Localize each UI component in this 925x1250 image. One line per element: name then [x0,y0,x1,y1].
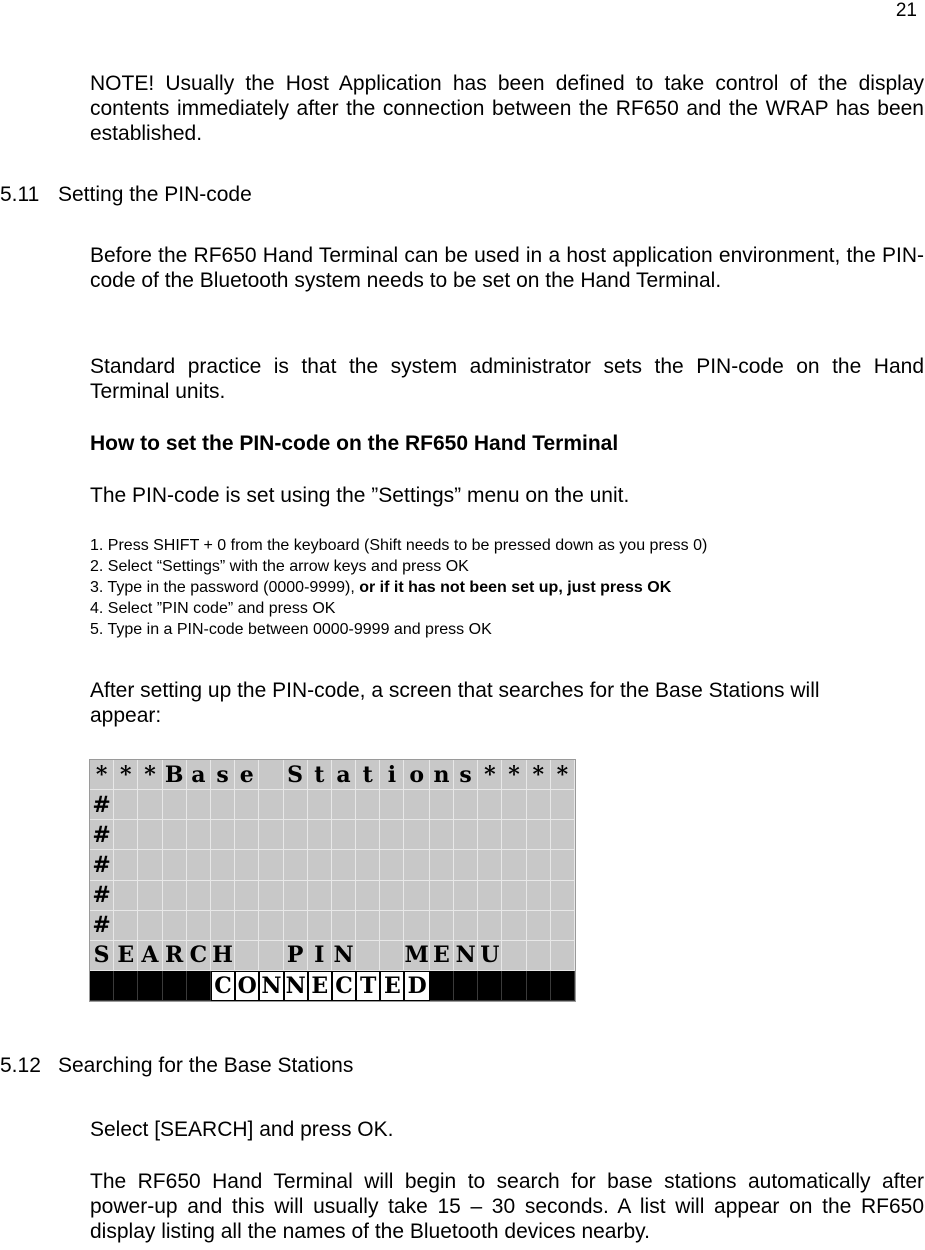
lcd-char-cell [551,790,575,820]
lcd-char-cell [356,911,380,941]
lcd-char-cell [430,850,454,880]
lcd-char-cell [478,911,502,941]
lcd-char-cell [163,820,187,850]
lcd-status-cell: D [404,971,429,1001]
lcd-char-cell: S [90,941,114,971]
lcd-char-cell [284,881,308,911]
lcd-char-cell: E [430,941,454,971]
lcd-char-cell: # [90,850,114,880]
lcd-char-cell [430,911,454,941]
lcd-char-cell: e [235,760,259,790]
lcd-char-cell: t [308,760,332,790]
lcd-status-cell [114,971,138,1001]
lcd-char-cell [454,820,478,850]
lcd-char-cell [187,850,211,880]
lcd-status-cell: N [284,971,308,1001]
lcd-char-cell [404,881,429,911]
lcd-char-cell [163,911,187,941]
lcd-char-cell [404,911,429,941]
lcd-status-cell [163,971,187,1001]
lcd-status-cell: C [332,971,356,1001]
lcd-char-cell [284,911,308,941]
lcd-char-cell [527,850,551,880]
step-5: 5. Type in a PIN-code between 0000-9999 and press OK [90,621,492,638]
search-description-paragraph: The RF650 Hand Terminal will begin to search for base stations automatically after power-up and this will usually take 15 – 30 seconds. A list will appear on the RF650 display listing all the names of the Bluetooth devices nearby. [90,1170,924,1243]
lcd-status-cell [527,971,551,1001]
lcd-char-cell: E [114,941,138,971]
after-setup-paragraph: After setting up the PIN-code, a screen that searches for the Base Stations will appear: [90,679,820,727]
lcd-char-cell [454,850,478,880]
settings-paragraph: The PIN-code is set using the ”Settings” menu on the unit. [90,484,630,507]
lcd-char-cell: S [284,760,308,790]
lcd-char-cell: C [187,941,211,971]
step-2: 2. Select “Settings” with the arrow keys and press OK [90,558,469,575]
lcd-char-cell [380,790,404,820]
lcd-char-cell [527,820,551,850]
lcd-char-cell [308,881,332,911]
lcd-status-cell [502,971,526,1001]
lcd-char-cell [478,790,502,820]
lcd-char-cell [211,850,235,880]
lcd-char-cell [211,820,235,850]
lcd-char-cell [114,850,138,880]
lcd-char-cell: * [90,760,114,790]
lcd-char-cell [551,850,575,880]
lcd-char-cell: P [284,941,308,971]
lcd-char-cell [478,850,502,880]
lcd-char-cell [211,790,235,820]
lcd-status-cell [551,971,575,1001]
lcd-char-cell [502,881,526,911]
section-title: Setting the PIN-code [58,183,252,206]
lcd-status-cell: N [259,971,283,1001]
lcd-char-cell [356,850,380,880]
lcd-char-cell [356,820,380,850]
lcd-char-cell [138,911,162,941]
lcd-char-cell [138,790,162,820]
lcd-char-cell [235,820,259,850]
lcd-char-cell: # [90,820,114,850]
lcd-char-cell [380,820,404,850]
lcd-char-cell: # [90,881,114,911]
lcd-char-cell [114,881,138,911]
lcd-char-cell [259,881,283,911]
lcd-char-cell: * [527,760,551,790]
lcd-char-cell: B [163,760,187,790]
lcd-char-cell: o [404,760,429,790]
lcd-char-cell: a [332,760,356,790]
steps-list [90,535,707,640]
lcd-char-cell: # [90,911,114,941]
lcd-char-cell [259,941,283,971]
lcd-char-cell [235,911,259,941]
lcd-char-cell [380,941,404,971]
lcd-char-cell [114,911,138,941]
lcd-char-cell: * [138,760,162,790]
step-1: 1. Press SHIFT + 0 from the keyboard (Shift needs to be pressed down as you press 0) [90,537,708,554]
lcd-char-cell [332,911,356,941]
lcd-char-cell [502,850,526,880]
lcd-char-cell [478,881,502,911]
admin-paragraph: Standard practice is that the system administrator sets the PIN-code on the Hand Terminal units. [90,355,924,403]
lcd-char-cell [211,881,235,911]
lcd-status-cell [454,971,478,1001]
lcd-char-cell: H [211,941,235,971]
lcd-char-cell: # [90,790,114,820]
lcd-status-cell: E [380,971,404,1001]
lcd-status-cell [187,971,211,1001]
page-number: 21 [895,0,917,21]
lcd-char-cell [259,850,283,880]
lcd-char-cell: * [502,760,526,790]
lcd-char-cell: i [380,760,404,790]
lcd-char-cell: R [163,941,187,971]
lcd-char-cell [356,881,380,911]
lcd-char-cell: N [332,941,356,971]
lcd-char-cell [454,881,478,911]
lcd-char-cell [430,820,454,850]
lcd-char-cell [235,881,259,911]
lcd-char-cell [527,911,551,941]
step-4: 4. Select ”PIN code” and press OK [90,600,336,617]
section-number: 5.11 [0,183,40,206]
lcd-char-cell [404,790,429,820]
select-search-paragraph: Select [SEARCH] and press OK. [90,1118,394,1141]
lcd-char-cell [404,850,429,880]
lcd-char-cell [259,790,283,820]
note-paragraph: NOTE! Usually the Host Application has been defined to take control of the display contents immediately after the connection between the RF650 and the WRAP has been established. [90,72,924,145]
lcd-char-cell [284,790,308,820]
lcd-char-cell [235,850,259,880]
lcd-char-cell [527,941,551,971]
lcd-status-cell: C [211,971,235,1001]
lcd-char-cell [259,820,283,850]
lcd-char-cell: s [454,760,478,790]
lcd-char-cell [430,881,454,911]
lcd-char-cell [308,850,332,880]
lcd-char-cell [187,911,211,941]
lcd-char-cell [356,790,380,820]
lcd-char-cell [187,790,211,820]
lcd-char-cell: t [356,760,380,790]
lcd-status-cell [138,971,162,1001]
lcd-char-cell [551,881,575,911]
lcd-char-cell [478,820,502,850]
lcd-char-cell [163,881,187,911]
lcd-status-cell: T [356,971,380,1001]
lcd-char-cell [380,881,404,911]
lcd-char-cell [430,790,454,820]
lcd-char-cell [211,911,235,941]
lcd-char-cell [454,790,478,820]
lcd-char-cell [332,850,356,880]
lcd-char-cell: a [187,760,211,790]
lcd-char-cell [187,820,211,850]
lcd-char-cell: * [478,760,502,790]
lcd-char-cell: I [308,941,332,971]
lcd-char-cell: M [404,941,429,971]
lcd-char-cell [527,881,551,911]
lcd-char-cell [284,820,308,850]
lcd-char-cell [551,941,575,971]
lcd-char-cell [114,820,138,850]
step-3 [90,577,707,598]
lcd-char-cell [138,820,162,850]
lcd-char-cell [551,911,575,941]
section-heading-5-11 [0,182,252,207]
lcd-status-cell: O [235,971,259,1001]
lcd-char-cell [332,881,356,911]
lcd-char-cell [502,911,526,941]
lcd-char-cell [502,941,526,971]
lcd-char-cell [308,790,332,820]
lcd-char-cell [356,941,380,971]
lcd-status-cell [478,971,502,1001]
lcd-char-cell: * [551,760,575,790]
lcd-char-cell [114,790,138,820]
step-3-bold-text: or if it has not been set up, just press OK [359,579,672,596]
lcd-char-cell [332,820,356,850]
intro-paragraph: Before the RF650 Hand Terminal can be used in a host application environment, the PIN-code of the Bluetooth system needs to be set on the Hand Terminal. [90,244,924,292]
lcd-char-cell: N [454,941,478,971]
section-title: Searching for the Base Stations [58,1054,354,1077]
base-stations-lcd-screen [89,759,576,1002]
lcd-char-cell: A [138,941,162,971]
lcd-char-cell [235,941,259,971]
lcd-char-cell [308,820,332,850]
lcd-char-cell [404,820,429,850]
lcd-char-cell [332,790,356,820]
lcd-char-cell [259,911,283,941]
lcd-char-cell: n [430,760,454,790]
lcd-char-cell [187,881,211,911]
lcd-char-cell [284,850,308,880]
howto-heading: How to set the PIN-code on the RF650 Hand Terminal [90,432,619,455]
lcd-char-cell: U [478,941,502,971]
lcd-status-cell [90,971,114,1001]
lcd-char-cell [502,790,526,820]
lcd-char-cell [308,911,332,941]
lcd-char-cell [502,820,526,850]
lcd-char-cell [380,850,404,880]
lcd-status-cell [430,971,454,1001]
lcd-char-cell: s [211,760,235,790]
section-number: 5.12 [0,1054,41,1077]
lcd-char-cell [235,790,259,820]
lcd-char-cell [138,881,162,911]
lcd-char-cell [527,790,551,820]
lcd-char-cell [163,850,187,880]
lcd-char-cell: * [114,760,138,790]
lcd-char-cell [454,911,478,941]
section-heading-5-12 [0,1053,353,1078]
lcd-char-cell [551,820,575,850]
lcd-char-cell [138,850,162,880]
lcd-status-cell: E [308,971,332,1001]
lcd-char-cell [163,790,187,820]
lcd-char-cell [380,911,404,941]
lcd-char-cell [259,760,283,790]
step-3-text: 3. Type in the password (0000-9999), [90,579,360,596]
